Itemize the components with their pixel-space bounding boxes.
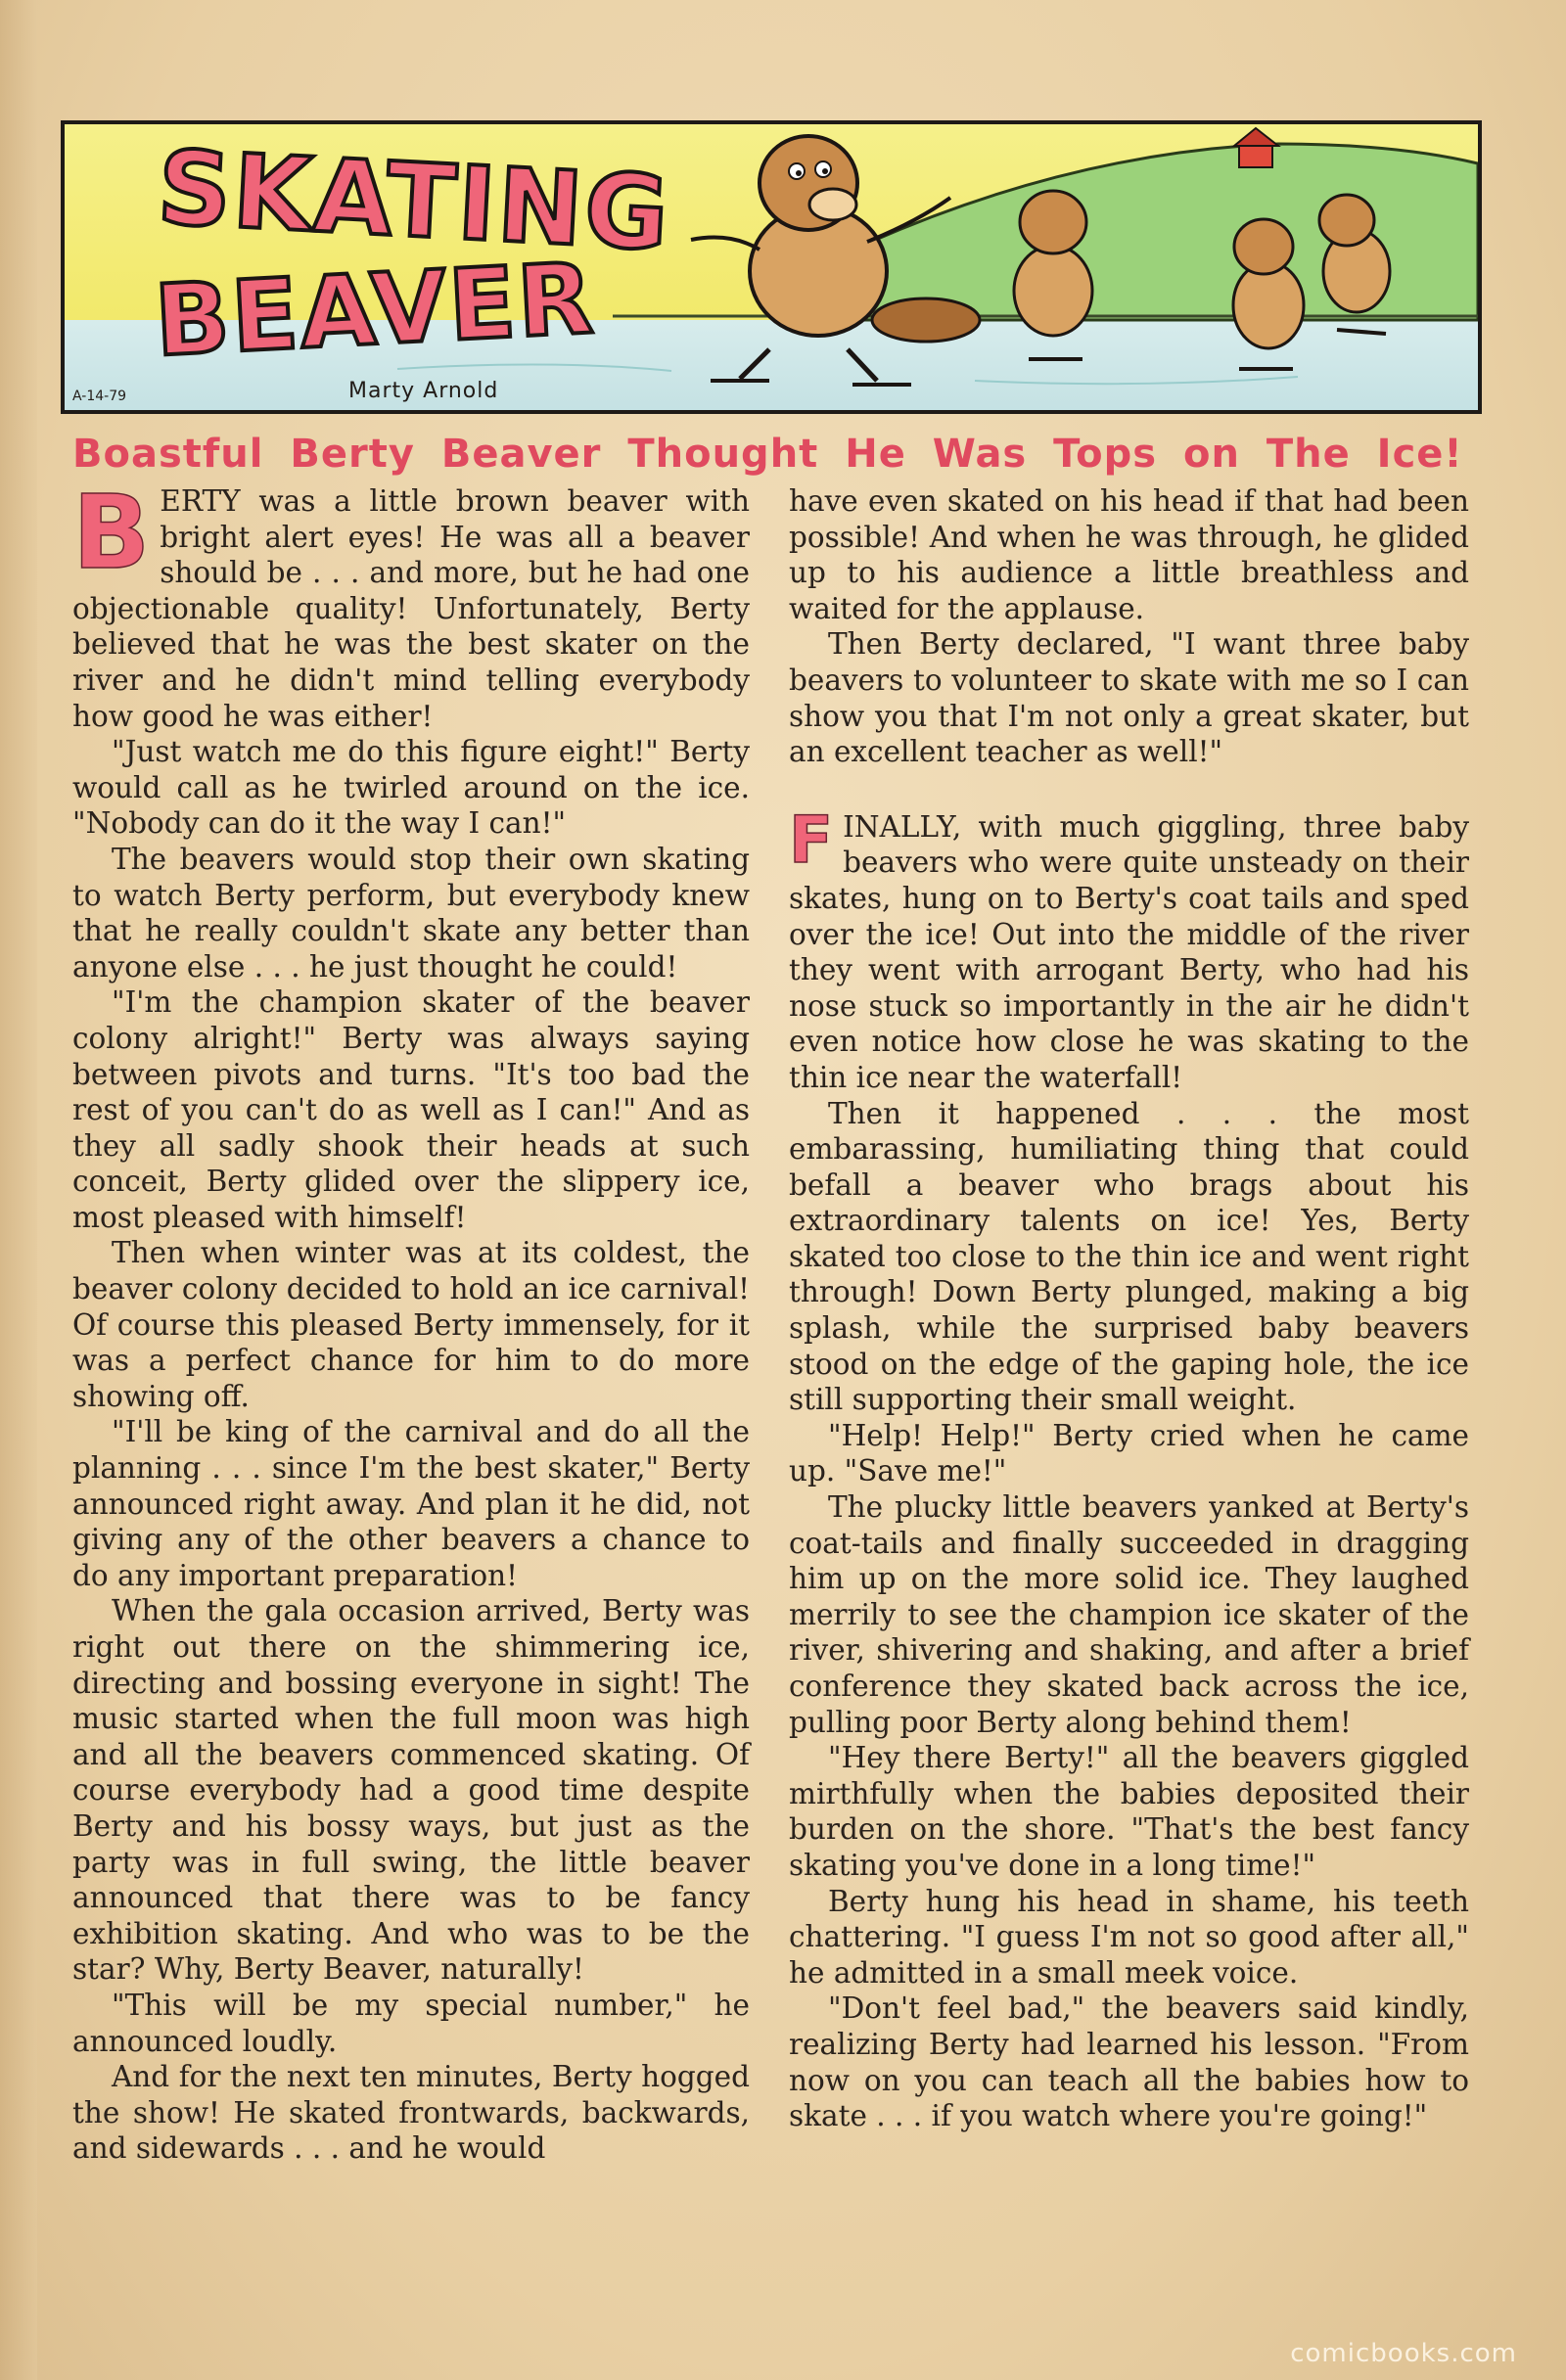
title-line-1: SKATING [155,127,673,274]
paragraph-4: "I'm the champion skater of the beaver colony alright!" Berty was always saying between pivots and turns. "It's too bad the rest of you can't do as well as I can!" And as they all sadly shook their heads at such conceit, Berty glided over the slippery ice, most pleased with himself! [72,985,750,1234]
author-byline: Marty Arnold [348,379,499,403]
paragraph-11-text: INALLY, with much giggling, three baby beavers who were quite unsteady on their skates, hung on to Berty's coat tails and sped over the ice! Out into the middle of the river they went with arrogant Berty, who had his nose stuck so importantly in the air he didn't even notice how close he was skating to the thin ice near the waterfall! [789,809,1469,1094]
paragraph-8: "This will be my special number," he announced loudly. [72,1988,750,2058]
paragraph-2: "Just watch me do this figure eight!" Berty would call as he twirled around on the ice. "Nobody can do it the way I can!" [72,735,750,841]
paragraph-6: "I'll be king of the carnival and do all the planning . . . since I'm the best skater," Berty announced right away. And plan it he did, not giving any of the other beavers a chance to do any important preparation! [72,1415,750,1592]
paragraph-1-text: ERTY was a little brown beaver with bright alert eyes! He was all a beaver should be . . . and more, but he had one objectionable quality! Unfortunately, Berty believed that he was the best skater on the river and he didn't mind telling everybody how good he was either! [72,484,750,733]
house-icon [1234,128,1278,167]
paragraph-1 [72,473,750,734]
title-banner [61,120,1482,414]
drop-cap-b: B [72,473,151,592]
story-code: A-14-79 [72,389,127,404]
paragraph-11 [789,801,1469,1096]
paragraph-7: When the gala occasion arrived, Berty was right out there on the shimmering ice, directing and bossing everyone in sight! The music started when the full moon was high and all the beavers commenced skating. Of course everybody had a good time despite Berty and his bossy ways, but just as the party was in full swing, the little beaver announced that there was to be fancy exhibition skating. And who was to be the star? Why, Berty Beaver, naturally! [72,1594,750,1987]
paragraph-9-continued [789,483,1469,626]
paragraph-14: The plucky little beavers yanked at Berty's coat-tails and finally succeeded in dragging him up on the more solid ice. They laughed merrily to see the champion ice skater of the river, shivering and shaking, and after a brief conference they skated back across the ice, pulling poor Berty along behind them! [789,1490,1469,1739]
paragraph-16: Berty hung his head in shame, his teeth chattering. "I guess I'm not so good after all," he admitted in a small meek voice. [789,1884,1469,1990]
page-edge [0,0,37,2380]
baby-beaver-figure-2 [1233,219,1304,369]
paragraph-15: "Hey there Berty!" all the beavers giggled mirthfully when the babies deposited their burden on the shore. "That's the best fancy skating you've done in a long time!" [789,1741,1469,1882]
paragraph-3: The beavers would stop their own skating to watch Berty perform, but everybody knew that he really couldn't skate any better than anyone else . . . he just thought he could! [72,842,750,984]
site-watermark: comicbooks.com [1290,2339,1517,2368]
story-column-right [789,483,1469,2134]
paragraph-13: "Help! Help!" Berty cried when he came up. "Save me!" [789,1418,1469,1488]
paragraph-10: Then Berty declared, "I want three baby beavers to volunteer to skate with me so I can show you that I'm not only a great skater, but an excellent teacher as well!" [789,627,1469,769]
paragraph-9: And for the next ten minutes, Berty hogged the show! He skated frontwards, backwards, and sidewards . . . and he would [72,2060,750,2166]
paragraph-17: "Don't feel bad," the beavers said kindly, realizing Berty had learned his lesson. "From now on you can teach all the babies how to skate . . . if you watch where you're going!" [789,1991,1469,2133]
story-column-left [72,473,750,2167]
drop-cap-f: F [789,801,834,878]
story-headline: Boastful Berty Beaver Thought He Was Tops on The Ice! [72,432,1463,477]
title-line-2: BEAVER [152,241,598,379]
paragraph-5: Then when winter was at its coldest, the beaver colony decided to hold an ice carnival! Of course this pleased Berty immensely, for it was a perfect chance for him to do more showing off. [72,1236,750,1413]
baby-beaver-figure-1 [1014,191,1092,359]
continued-text: have even skated on his head if that had been possible! And when he was through, he glided up to his audience a little breathless and waited for the applause. [789,484,1469,625]
paragraph-12: Then it happened . . . the most embarassing, humiliating thing that could befall a beaver who brags about his extraordinary talents on ice! Yes, Berty skated too close to the thin ice and went right through! Down Berty plunged, making a big splash, while the surprised baby beavers stood on the edge of the gaping hole, the ice still supporting their small weight. [789,1096,1469,1417]
